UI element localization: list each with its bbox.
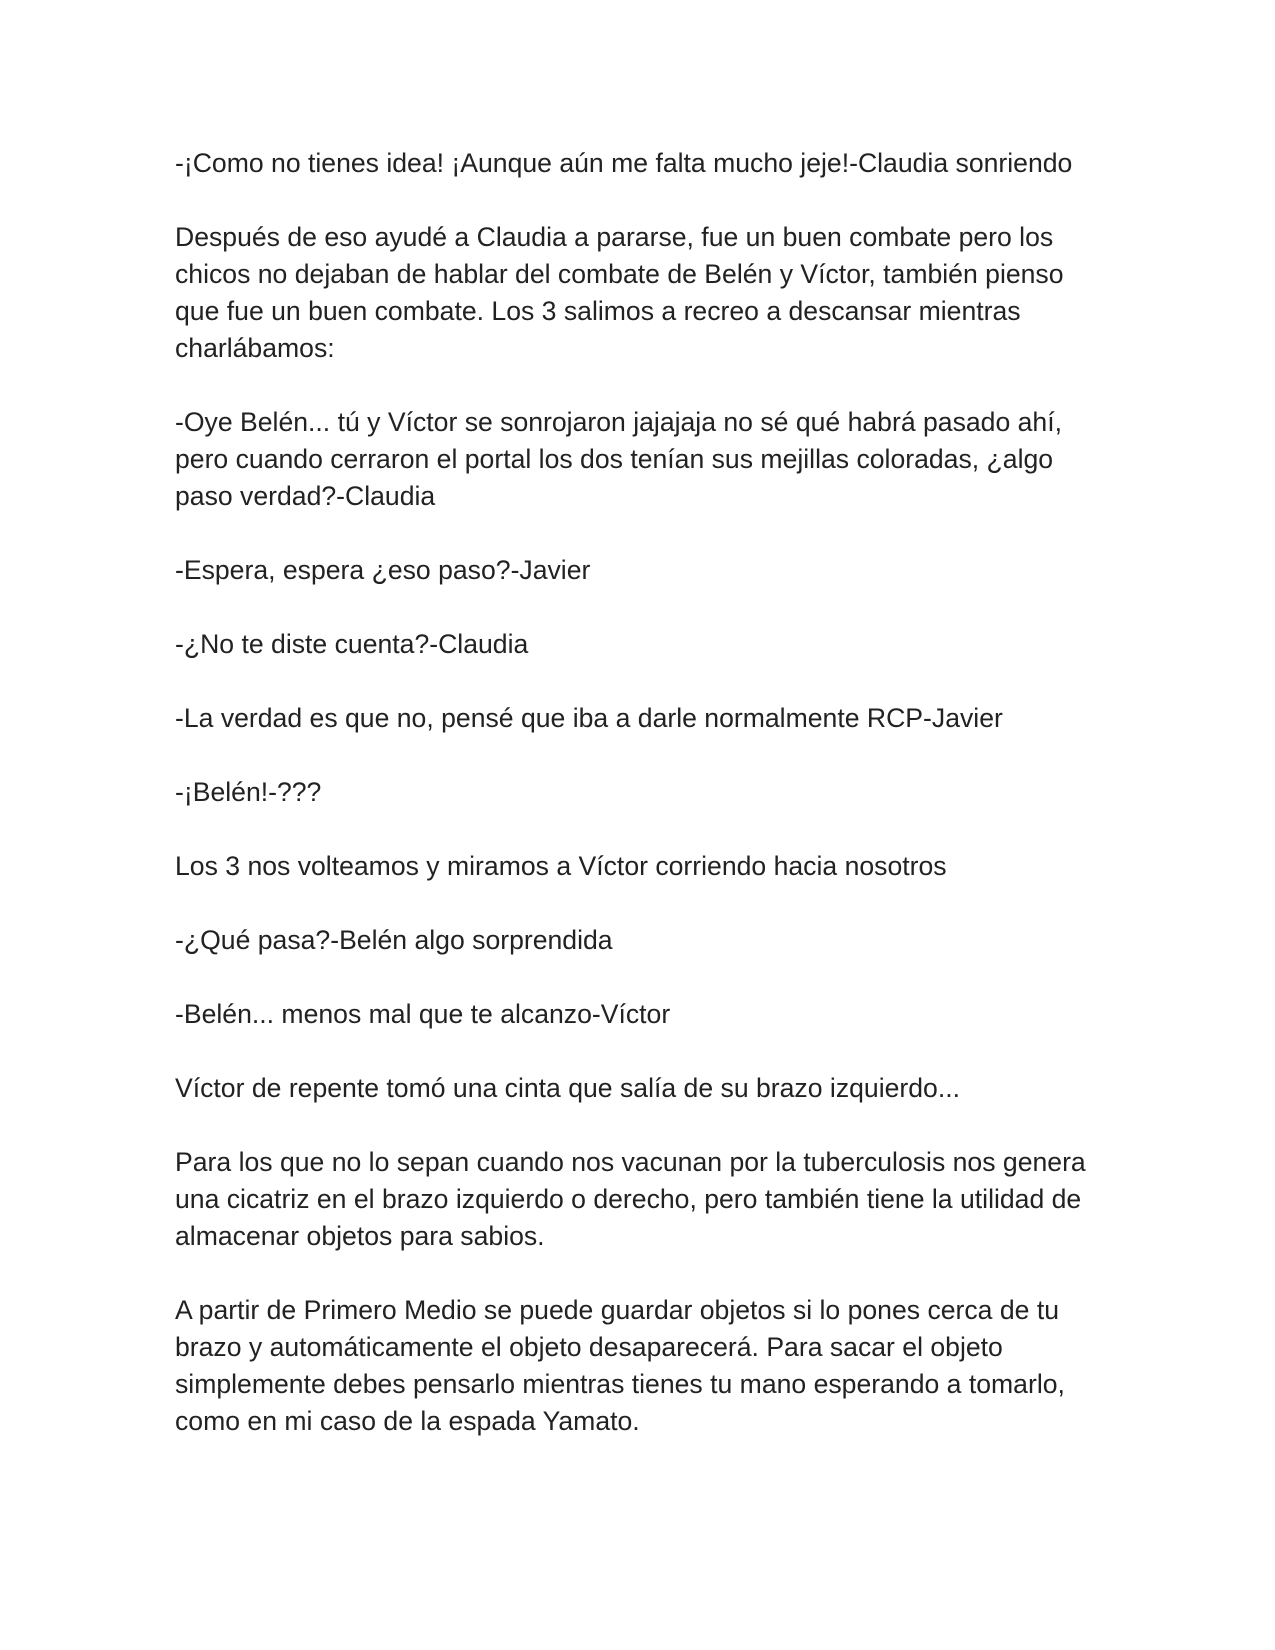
paragraph-12: Para los que no lo sepan cuando nos vacunan por la tuberculosis nos genera una cicatriz en el brazo izquierdo o derecho, pero también tiene la utilidad de almacenar objetos para sabios.: [175, 1147, 1086, 1251]
paragraph-6: -La verdad es que no, pensé que iba a darle normalmente RCP-Javier: [175, 703, 1003, 733]
paragraph-11: Víctor de repente tomó una cinta que salía de su brazo izquierdo...: [175, 1073, 960, 1103]
paragraph-10: -Belén... menos mal que te alcanzo-Víctor: [175, 999, 671, 1029]
paragraph-4: -Espera, espera ¿eso paso?-Javier: [175, 555, 591, 585]
paragraph-13: A partir de Primero Medio se puede guardar objetos si lo pones cerca de tu brazo y automáticamente el objeto desaparecerá. Para sacar el objeto simplemente debes pensarlo mientras tienes tu mano esperando a tomarlo, como en mi caso de la espada Yamato.: [175, 1295, 1065, 1436]
paragraph-5: -¿No te diste cuenta?-Claudia: [175, 629, 529, 659]
document-page: [175, 145, 1095, 1440]
paragraph-7: -¡Belén!-???: [175, 777, 322, 807]
paragraph-2: Después de eso ayudé a Claudia a pararse, fue un buen combate pero los chicos no dejaban de hablar del combate de Belén y Víctor, también pienso que fue un buen combate. Los 3 salimos a recreo a descansar mientras charlábamos:: [175, 222, 1064, 363]
paragraph-3: -Oye Belén... tú y Víctor se sonrojaron jajajaja no sé qué habrá pasado ahí, pero cuando cerraron el portal los dos tenían sus mejillas coloradas, ¿algo paso verdad?-Claudia: [175, 407, 1062, 511]
paragraph-1: -¡Como no tienes idea! ¡Aunque aún me falta mucho jeje!-Claudia sonriendo: [175, 148, 1073, 178]
paragraph-9: -¿Qué pasa?-Belén algo sorprendida: [175, 925, 613, 955]
paragraph-8: Los 3 nos volteamos y miramos a Víctor corriendo hacia nosotros: [175, 851, 947, 881]
